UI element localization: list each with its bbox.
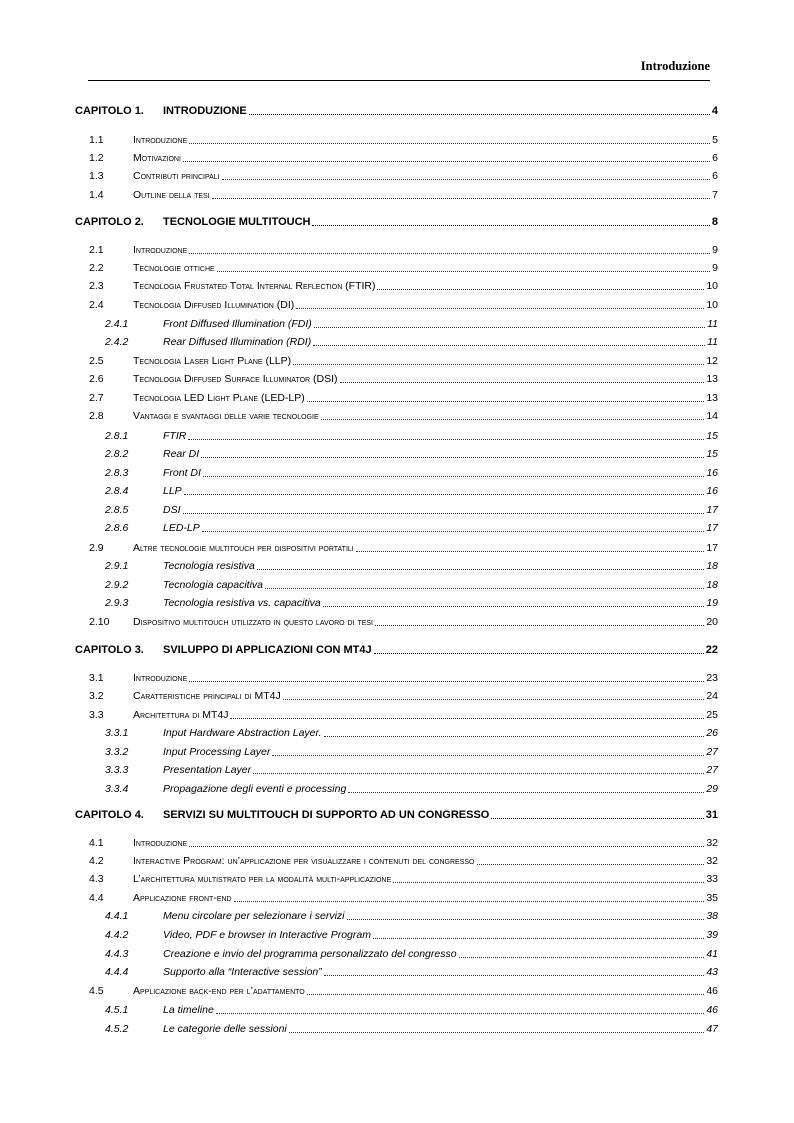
entry-number: 2.9.2 bbox=[105, 579, 129, 591]
entry-number: 4.2 bbox=[89, 855, 104, 867]
page-number: 24 bbox=[706, 690, 718, 702]
entry-title: Applicazione back-end per l’adattamento bbox=[133, 985, 305, 997]
page-number: 17 bbox=[706, 504, 718, 516]
entry-number: 2.6 bbox=[89, 373, 104, 385]
entry-number: 2.9 bbox=[89, 542, 104, 554]
dot-leader bbox=[314, 327, 705, 328]
entry-number: 1.3 bbox=[89, 170, 104, 182]
entry-number: 2.8 bbox=[89, 410, 104, 422]
entry-number: CAPITOLO 1. bbox=[75, 105, 144, 117]
entry-title: Tecnologia LED Light Plane (LED-LP) bbox=[133, 392, 305, 404]
toc-section-entry[interactable] bbox=[75, 687, 718, 703]
page-number: 39 bbox=[706, 929, 718, 941]
page-number: 35 bbox=[706, 892, 718, 904]
entry-number: CAPITOLO 4. bbox=[75, 809, 144, 821]
entry-number: 3.3.4 bbox=[105, 783, 129, 795]
dot-leader bbox=[459, 957, 705, 958]
entry-number: 3.1 bbox=[89, 672, 104, 684]
toc-section-entry[interactable] bbox=[75, 259, 718, 275]
toc-section-entry[interactable] bbox=[75, 277, 718, 293]
entry-title: Introduzione bbox=[133, 244, 188, 256]
page-number: 19 bbox=[706, 597, 718, 609]
entry-title: Supporto alla “Interactive session” bbox=[163, 966, 322, 978]
dot-leader bbox=[373, 938, 704, 939]
page-number: 27 bbox=[706, 764, 718, 776]
entry-title: Caratteristiche principali di MT4J bbox=[133, 690, 281, 702]
page-number: 17 bbox=[706, 542, 718, 554]
entry-number: 2.10 bbox=[89, 616, 110, 628]
toc-section-entry[interactable] bbox=[75, 131, 718, 147]
entry-number: 2.4 bbox=[89, 299, 104, 311]
page-number: 23 bbox=[706, 672, 718, 684]
page-number: 4 bbox=[711, 105, 718, 117]
toc-subsection-entry[interactable] bbox=[75, 557, 718, 573]
toc-subsection-entry[interactable] bbox=[75, 1001, 718, 1017]
toc-chapter-entry[interactable] bbox=[75, 806, 718, 822]
page-number: 27 bbox=[706, 746, 718, 758]
toc-subsection-entry[interactable] bbox=[75, 594, 718, 610]
entry-title: Introduzione bbox=[133, 134, 188, 146]
page-number: 46 bbox=[706, 1004, 718, 1016]
page-number: 14 bbox=[706, 410, 718, 422]
dot-leader bbox=[313, 345, 705, 346]
entry-number: 2.1 bbox=[89, 244, 104, 256]
page-number: 46 bbox=[706, 985, 718, 997]
entry-number: 2.9.3 bbox=[105, 597, 129, 609]
dot-leader bbox=[477, 864, 705, 865]
toc-subsection-entry[interactable] bbox=[75, 445, 718, 461]
toc-chapter-entry[interactable] bbox=[75, 213, 718, 229]
dot-leader bbox=[307, 994, 705, 995]
toc-section-entry[interactable] bbox=[75, 613, 718, 629]
entry-title: Input Hardware Abstraction Layer. bbox=[163, 727, 322, 739]
dot-leader bbox=[356, 551, 705, 552]
toc-subsection-entry[interactable] bbox=[75, 945, 718, 961]
page-header bbox=[88, 58, 710, 81]
page-number: 11 bbox=[707, 318, 718, 330]
dot-leader bbox=[272, 755, 704, 756]
toc-section-entry[interactable] bbox=[75, 389, 718, 405]
dot-leader bbox=[249, 114, 710, 115]
entry-title: Tecnologia Diffused Surface Illuminator (DSI) bbox=[133, 373, 338, 385]
page-number: 47 bbox=[706, 1023, 718, 1035]
dot-leader bbox=[202, 531, 705, 532]
entry-title: Front DI bbox=[163, 467, 201, 479]
entry-title: Input Processing Layer bbox=[163, 746, 271, 758]
entry-number: 1.2 bbox=[89, 152, 104, 164]
entry-title: Tecnologia Frustated Total Internal Reflection (FTIR) bbox=[133, 280, 376, 292]
page-number: 6 bbox=[712, 152, 718, 164]
page-number: 15 bbox=[706, 448, 718, 460]
dot-leader bbox=[265, 588, 704, 589]
entry-title: Altre tecnologie multitouch per dispositivi portatili bbox=[133, 542, 354, 554]
dot-leader bbox=[212, 198, 711, 199]
entry-number: 4.3 bbox=[89, 873, 104, 885]
dot-leader bbox=[323, 606, 705, 607]
entry-number: 2.4.2 bbox=[105, 336, 129, 348]
toc-section-entry[interactable] bbox=[75, 852, 718, 868]
dot-leader bbox=[189, 846, 704, 847]
toc-subsection-entry[interactable] bbox=[75, 780, 718, 796]
entry-title: La timeline bbox=[163, 1004, 214, 1016]
entry-number: 3.3.2 bbox=[105, 746, 129, 758]
toc-chapter-entry[interactable] bbox=[75, 102, 718, 118]
page-number: 26 bbox=[706, 727, 718, 739]
dot-leader bbox=[188, 439, 704, 440]
entry-number: 2.8.3 bbox=[105, 467, 129, 479]
page-number: 8 bbox=[711, 216, 718, 228]
toc-subsection-entry[interactable] bbox=[75, 907, 718, 923]
entry-title: Tecnologia resistiva vs. capacitiva bbox=[163, 597, 321, 609]
dot-leader bbox=[222, 179, 711, 180]
entry-title: FTIR bbox=[163, 430, 187, 442]
dot-leader bbox=[257, 569, 704, 570]
page-number: 32 bbox=[706, 837, 718, 849]
toc-section-entry[interactable] bbox=[75, 706, 718, 722]
dot-leader bbox=[189, 253, 710, 254]
entry-number: CAPITOLO 2. bbox=[75, 216, 144, 228]
entry-number: 2.8.1 bbox=[105, 430, 129, 442]
entry-title: Tecnologie ottiche bbox=[133, 262, 215, 274]
toc-subsection-entry[interactable] bbox=[75, 963, 718, 979]
toc-section-entry[interactable] bbox=[75, 407, 718, 423]
page-number: 32 bbox=[706, 855, 718, 867]
toc-section-entry[interactable] bbox=[75, 889, 718, 905]
toc-section-entry[interactable] bbox=[75, 241, 718, 257]
toc-section-entry[interactable] bbox=[75, 370, 718, 386]
toc-subsection-entry[interactable] bbox=[75, 926, 718, 942]
page-number: 22 bbox=[705, 644, 718, 656]
page-number: 15 bbox=[706, 430, 718, 442]
entry-number: 4.5.2 bbox=[105, 1023, 129, 1035]
entry-title: Tecnologia resistiva bbox=[163, 560, 255, 572]
entry-title: Motivazioni bbox=[133, 152, 181, 164]
dot-leader bbox=[184, 494, 705, 495]
page-number: 41 bbox=[706, 948, 718, 960]
toc-subsection-entry[interactable] bbox=[75, 1020, 718, 1036]
page-number: 16 bbox=[706, 467, 718, 479]
entry-title: LLP bbox=[163, 485, 182, 497]
entry-number: 4.1 bbox=[89, 837, 104, 849]
dot-leader bbox=[253, 773, 704, 774]
toc-section-entry[interactable] bbox=[75, 352, 718, 368]
toc-section-entry[interactable] bbox=[75, 834, 718, 850]
entry-title: Contributi principali bbox=[133, 170, 220, 182]
entry-title: Tecnologia capacitiva bbox=[163, 579, 264, 591]
entry-title: Presentation Layer bbox=[163, 764, 252, 776]
entry-number: 3.3.3 bbox=[105, 764, 129, 776]
page-number: 9 bbox=[712, 262, 718, 274]
entry-number: 2.8.5 bbox=[105, 504, 129, 516]
entry-title: Dispositivo multitouch utilizzato in questo lavoro di tesi bbox=[133, 616, 373, 628]
dot-leader bbox=[293, 364, 704, 365]
entry-number: 2.8.6 bbox=[105, 522, 129, 534]
entry-number: 4.4.3 bbox=[105, 948, 129, 960]
entry-number: 2.8.2 bbox=[105, 448, 129, 460]
entry-title: Front Diffused Illumination (FDI) bbox=[163, 318, 312, 330]
toc-subsection-entry[interactable] bbox=[75, 743, 718, 759]
page-number: 29 bbox=[706, 783, 718, 795]
entry-number: 4.5 bbox=[89, 985, 104, 997]
entry-title: Rear Diffused Illumination (RDI) bbox=[163, 336, 312, 348]
entry-number: 2.3 bbox=[89, 280, 104, 292]
dot-leader bbox=[183, 513, 705, 514]
header-title: Introduzione bbox=[640, 59, 710, 73]
entry-number: 2.5 bbox=[89, 355, 104, 367]
page-number: 10 bbox=[706, 280, 718, 292]
dot-leader bbox=[321, 419, 705, 420]
dot-leader bbox=[183, 161, 710, 162]
toc-section-entry[interactable] bbox=[75, 870, 718, 886]
page-number: 9 bbox=[712, 244, 718, 256]
page-number: 33 bbox=[706, 873, 718, 885]
entry-number: 4.4.2 bbox=[105, 929, 129, 941]
entry-title: Le categorie delle sessioni bbox=[163, 1023, 287, 1035]
entry-number: 3.3 bbox=[89, 709, 104, 721]
dot-leader bbox=[340, 382, 705, 383]
entry-number: 2.9.1 bbox=[105, 560, 129, 572]
dot-leader bbox=[375, 625, 704, 626]
dot-leader bbox=[377, 289, 704, 290]
page-number: 31 bbox=[705, 809, 718, 821]
entry-number: CAPITOLO 3. bbox=[75, 644, 144, 656]
entry-number: 3.3.1 bbox=[105, 727, 129, 739]
entry-number: 2.2 bbox=[89, 262, 104, 274]
toc-subsection-entry[interactable] bbox=[75, 519, 718, 535]
dot-leader bbox=[324, 736, 705, 737]
entry-title: DSI bbox=[163, 504, 181, 516]
entry-number: 2.7 bbox=[89, 392, 104, 404]
dot-leader bbox=[283, 699, 705, 700]
page-number: 6 bbox=[712, 170, 718, 182]
entry-title: Tecnologia Diffused Illumination (DI) bbox=[133, 299, 295, 311]
entry-number: 2.8.4 bbox=[105, 485, 129, 497]
entry-number: 4.4.4 bbox=[105, 966, 129, 978]
toc-section-entry[interactable] bbox=[75, 982, 718, 998]
entry-number: 1.4 bbox=[89, 189, 104, 201]
entry-title: Tecnologia Laser Light Plane (LLP) bbox=[133, 355, 292, 367]
page-number: 13 bbox=[706, 392, 718, 404]
dot-leader bbox=[216, 1013, 705, 1014]
entry-title: TECNOLOGIE MULTITOUCH bbox=[163, 216, 311, 228]
dot-leader bbox=[230, 718, 704, 719]
entry-number: 3.2 bbox=[89, 690, 104, 702]
dot-leader bbox=[312, 225, 709, 226]
page-number: 20 bbox=[706, 616, 718, 628]
entry-title: Applicazione front-end bbox=[133, 892, 232, 904]
page-number: 13 bbox=[706, 373, 718, 385]
toc-subsection-entry[interactable] bbox=[75, 576, 718, 592]
entry-title: Menu circolare per selezionare i servizi bbox=[163, 910, 345, 922]
dot-leader bbox=[324, 975, 705, 976]
dot-leader bbox=[289, 1032, 705, 1033]
entry-title: L’architettura multistrato per la modalità multi-applicazione bbox=[133, 873, 392, 885]
page-number: 17 bbox=[706, 522, 718, 534]
dot-leader bbox=[189, 681, 704, 682]
dot-leader bbox=[296, 308, 704, 309]
entry-title: Rear DI bbox=[163, 448, 200, 460]
toc-subsection-entry[interactable] bbox=[75, 333, 718, 349]
dot-leader bbox=[347, 919, 705, 920]
toc-chapter-entry[interactable] bbox=[75, 641, 718, 657]
toc-subsection-entry[interactable] bbox=[75, 501, 718, 517]
entry-title: Introduzione bbox=[133, 837, 188, 849]
entry-title: SVILUPPO DI APPLICAZIONI CON MT4J bbox=[163, 644, 372, 656]
entry-number: 2.4.1 bbox=[105, 318, 129, 330]
entry-title: Propagazione degli eventi e processing bbox=[163, 783, 347, 795]
toc-section-entry[interactable] bbox=[75, 149, 718, 165]
entry-title: SERVIZI SU MULTITOUCH DI SUPPORTO AD UN CONGRESSO bbox=[163, 809, 490, 821]
toc-subsection-entry[interactable] bbox=[75, 761, 718, 777]
entry-number: 4.4.1 bbox=[105, 910, 129, 922]
entry-title: Outline della tesi bbox=[133, 189, 210, 201]
page-number: 10 bbox=[706, 299, 718, 311]
page-number: 5 bbox=[712, 134, 718, 146]
entry-number: 1.1 bbox=[89, 134, 104, 146]
entry-title: LED-LP bbox=[163, 522, 200, 534]
dot-leader bbox=[374, 653, 704, 654]
toc-section-entry[interactable] bbox=[75, 296, 718, 312]
entry-number: 4.5.1 bbox=[105, 1004, 129, 1016]
toc-subsection-entry[interactable] bbox=[75, 315, 718, 331]
page-number: 43 bbox=[706, 966, 718, 978]
dot-leader bbox=[393, 882, 704, 883]
page-number: 11 bbox=[707, 336, 718, 348]
toc-section-entry[interactable] bbox=[75, 539, 718, 555]
entry-title: INTRODUZIONE bbox=[163, 105, 247, 117]
page-number: 18 bbox=[706, 560, 718, 572]
dot-leader bbox=[217, 271, 710, 272]
dot-leader bbox=[201, 457, 704, 458]
page-number: 16 bbox=[706, 485, 718, 497]
entry-title: Vantaggi e svantaggi delle varie tecnologie bbox=[133, 410, 319, 422]
toc-subsection-entry[interactable] bbox=[75, 427, 718, 443]
dot-leader bbox=[491, 818, 703, 819]
page-number: 38 bbox=[706, 910, 718, 922]
toc-subsection-entry[interactable] bbox=[75, 464, 718, 480]
dot-leader bbox=[203, 476, 704, 477]
toc-subsection-entry[interactable] bbox=[75, 724, 718, 740]
dot-leader bbox=[348, 792, 704, 793]
entry-number: 4.4 bbox=[89, 892, 104, 904]
dot-leader bbox=[307, 401, 705, 402]
entry-title: Architettura di MT4J bbox=[133, 709, 229, 721]
page-number: 7 bbox=[712, 189, 718, 201]
page-number: 25 bbox=[706, 709, 718, 721]
entry-title: Interactive Program: un’applicazione per visualizzare i contenuti del congresso bbox=[133, 855, 475, 867]
dot-leader bbox=[234, 901, 705, 902]
entry-title: Video, PDF e browser in Interactive Program bbox=[163, 929, 371, 941]
toc-subsection-entry[interactable] bbox=[75, 482, 718, 498]
toc-section-entry[interactable] bbox=[75, 167, 718, 183]
toc-section-entry[interactable] bbox=[75, 186, 718, 202]
entry-title: Introduzione bbox=[133, 672, 188, 684]
page-number: 12 bbox=[706, 355, 718, 367]
entry-title: Creazione e invio del programma personalizzato del congresso bbox=[163, 948, 457, 960]
toc-section-entry[interactable] bbox=[75, 669, 718, 685]
dot-leader bbox=[189, 143, 710, 144]
page-number: 18 bbox=[706, 579, 718, 591]
